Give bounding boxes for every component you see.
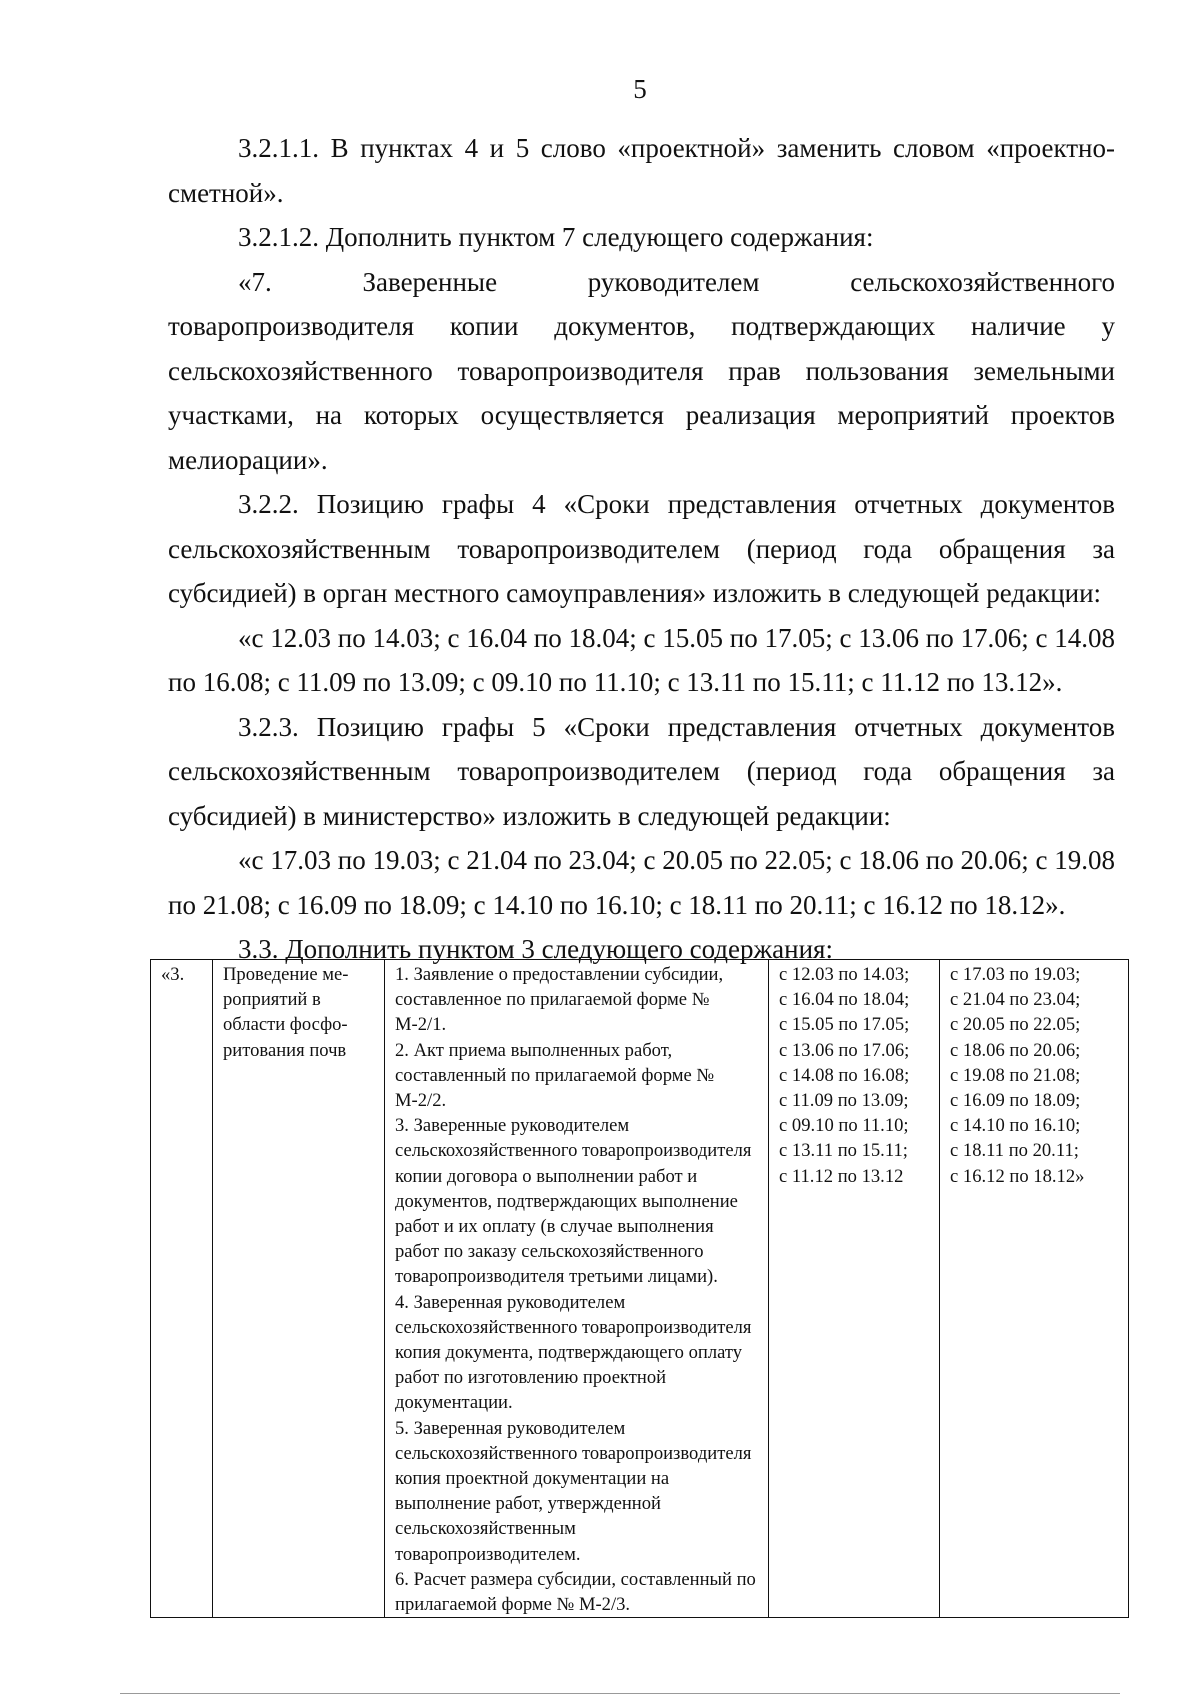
activity-line: области фосфо- — [223, 1014, 348, 1036]
row-number: «3. — [161, 964, 185, 985]
deadline-item: с 09.10 по 11.10; — [779, 1115, 909, 1137]
paragraph-ministry-deadlines: «с 17.03 по 19.03; с 21.04 по 23.04; с 20.05 по 22.05; с 18.06 по 20.06; с 19.08 по 21.08; с 16.09 по 18.09; с 14.10 по 16.10; с 18.11 по 20.11; с 16.12 по 18.12». — [168, 845, 1115, 920]
activity-line: роприятий в — [223, 989, 321, 1011]
deadline-item: с 13.11 по 15.11; — [779, 1140, 908, 1162]
table-row — [151, 960, 1129, 1618]
deadline-item: с 18.06 по 20.06; — [950, 1039, 1081, 1061]
activity-line: ритования почв — [223, 1039, 347, 1061]
paragraph-local-deadlines: «с 12.03 по 14.03; с 16.04 по 18.04; с 15.05 по 17.05; с 13.06 по 17.06; с 14.08 по 16.08; с 11.09 по 13.09; с 09.10 по 11.10; с 13.11 по 15.11; с 11.12 по 13.12». — [168, 622, 1115, 697]
paragraph-3-2-3: 3.2.3. Позицию графы 5 «Сроки представления отчетных документов сельскохозяйственным товаропроизводителем (период года обращения за субсидией) в министерство» изложить в следующей редакции: — [168, 711, 1115, 831]
page-bottom-rule — [120, 1693, 1120, 1694]
page-number: 5 — [633, 74, 647, 104]
row-number-cell — [151, 960, 213, 1618]
document-item: 4. Заверенная руководителем сельскохозяйственного товаропроизводителя копия документа, подтверждающего оплату работ по изготовлению проектной документации. — [395, 1291, 752, 1414]
body-text — [168, 126, 1115, 972]
deadline-item: с 20.05 по 22.05; — [950, 1014, 1081, 1036]
ministry-deadlines-cell — [940, 960, 1129, 1618]
paragraph-3-2-1-1: 3.2.1.1. В пунктах 4 и 5 слово «проектной» заменить словом «проектно-сметной». — [168, 133, 1115, 208]
deadline-item: с 17.03 по 19.03; — [950, 964, 1081, 985]
paragraph-3-3: 3.3. Дополнить пунктом 3 следующего содержания: — [238, 934, 833, 964]
deadline-item: с 15.05 по 17.05; — [779, 1014, 910, 1036]
document-item: 2. Акт приема выполненных работ, составленный по прилагаемой форме № М-2/2. — [395, 1039, 715, 1112]
document-item: 6. Расчет размера субсидии, составленный по прилагаемой форме № М-2/3. — [395, 1568, 756, 1616]
local-deadlines-cell — [769, 960, 940, 1618]
requirements-table — [150, 959, 1129, 1618]
deadline-item: с 12.03 по 14.03; — [779, 964, 910, 985]
deadline-item: с 19.08 по 21.08; — [950, 1064, 1081, 1086]
deadline-item: с 11.12 по 13.12 — [779, 1165, 904, 1187]
paragraph-3-2-2: 3.2.2. Позицию графы 4 «Сроки представления отчетных документов сельскохозяйственным товаропроизводителем (период года обращения за субсидией) в орган местного самоуправления» изложить в следующей редакции: — [168, 489, 1115, 608]
documents-cell — [385, 960, 769, 1618]
deadline-item: с 14.08 по 16.08; — [779, 1064, 910, 1086]
deadline-item: с 18.11 по 20.11; — [950, 1140, 1079, 1162]
deadline-item: с 14.10 по 16.10; — [950, 1115, 1081, 1137]
deadline-item: с 16.09 по 18.09; — [950, 1090, 1081, 1112]
deadline-item: с 21.04 по 23.04; — [950, 989, 1081, 1011]
document-item: 5. Заверенная руководителем сельскохозяйственного товаропроизводителя копия проектной документации на выполнение работ, утвержденной сельскохозяйственным товаропроизводителем. — [395, 1417, 752, 1565]
deadline-item: с 13.06 по 17.06; — [779, 1039, 910, 1061]
document-item: 1. Заявление о предоставлении субсидии, составленное по прилагаемой форме № М-2/1. — [395, 964, 724, 1036]
activity-line: Проведение ме- — [223, 964, 349, 985]
paragraph-item-7: «7. Заверенные руководителем сельскохозяйственного товаропроизводителя копии документов, подтверждающих наличие у сельскохозяйственного товаропроизводителя прав пользования земельными участками, на которых осуществляется реализация мероприятий проектов мелиорации». — [168, 266, 1115, 475]
deadline-item: с 11.09 по 13.09; — [779, 1090, 909, 1112]
paragraph-3-2-1-2: 3.2.1.2. Дополнить пунктом 7 следующего содержания: — [238, 222, 874, 252]
activity-cell — [213, 960, 385, 1618]
deadline-item: с 16.04 по 18.04; — [779, 989, 910, 1011]
deadline-item: с 16.12 по 18.12» — [950, 1165, 1085, 1187]
document-item: 3. Заверенные руководителем сельскохозяйственного товаропроизводителя копии договора о выполнении работ и документов, подтверждающих выполнение работ и их оплату (в случае выполнения работ по заказу сельскохозяйственного товаропроизводителя третьими лицами). — [395, 1115, 752, 1288]
